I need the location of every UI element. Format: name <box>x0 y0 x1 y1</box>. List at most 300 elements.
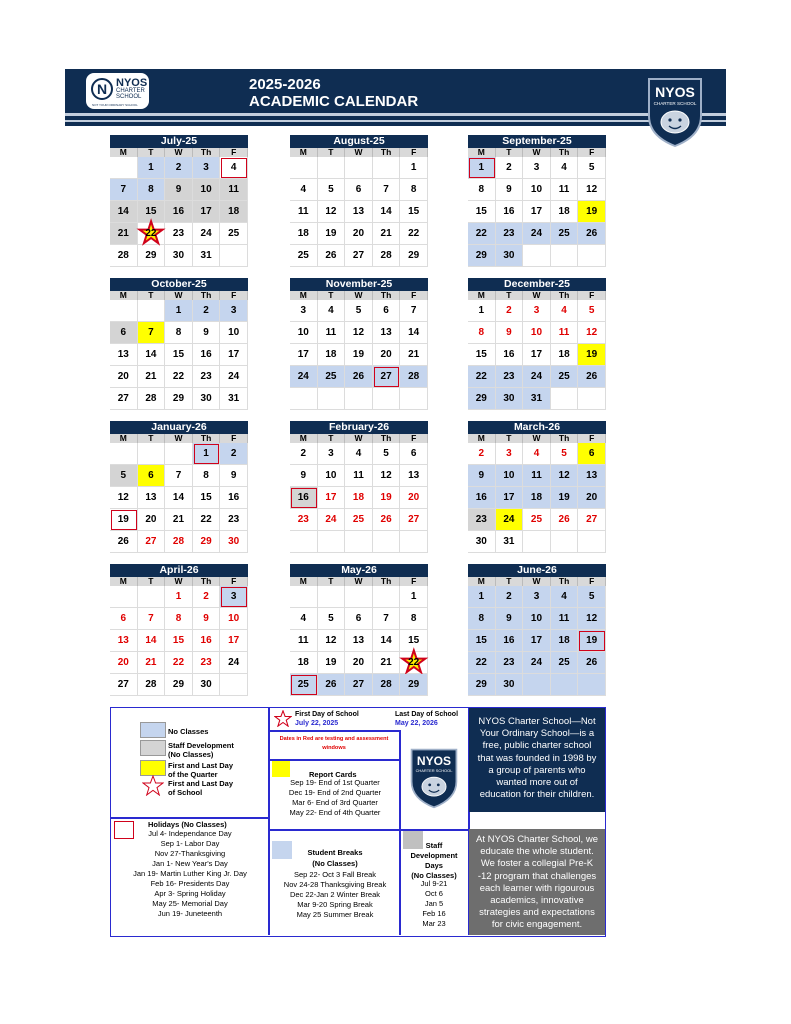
day-of-week-label: T <box>318 291 346 300</box>
week-row <box>468 245 606 267</box>
day-number: 8 <box>410 613 417 624</box>
day-cell <box>578 388 606 410</box>
day-number: 26 <box>117 536 129 547</box>
staff-dev-date-item: Feb 16 <box>422 909 446 918</box>
day-number: 30 <box>503 393 515 404</box>
day-cell <box>468 586 496 608</box>
day-cell <box>400 300 428 322</box>
day-of-week-label: T <box>318 148 346 157</box>
nyos-shield-logo <box>646 76 704 148</box>
day-number: 1 <box>175 305 182 316</box>
day-number: 6 <box>355 613 362 624</box>
month-calendar <box>290 135 428 267</box>
day-cell <box>551 674 579 696</box>
day-cell <box>578 223 606 245</box>
day-number: 15 <box>475 206 487 217</box>
day-cell <box>290 344 318 366</box>
holiday-item: May 25- Memorial Day <box>152 899 228 908</box>
day-number: 26 <box>586 228 598 239</box>
day-cell <box>468 366 496 388</box>
day-number: 19 <box>586 635 598 646</box>
day-number: 7 <box>383 613 389 624</box>
week-row <box>290 652 428 674</box>
day-number: 23 <box>503 228 515 239</box>
day-cell <box>523 322 551 344</box>
day-number: 4 <box>561 591 567 602</box>
day-number: 20 <box>145 514 157 525</box>
day-cell <box>578 674 606 696</box>
month-calendar <box>110 278 248 410</box>
day-cell <box>318 300 346 322</box>
day-cell <box>110 443 138 465</box>
day-of-week-label: T <box>496 291 524 300</box>
day-cell <box>138 674 166 696</box>
day-cell <box>551 487 579 509</box>
day-cell <box>193 388 221 410</box>
day-cell <box>193 674 221 696</box>
day-cell <box>345 245 373 267</box>
day-number: 8 <box>203 470 209 481</box>
week-row <box>468 322 606 344</box>
day-number: 29 <box>475 250 487 261</box>
week-row <box>468 300 606 322</box>
day-cell <box>373 630 401 652</box>
day-number: 20 <box>408 492 420 503</box>
day-number: 10 <box>228 613 240 624</box>
day-number: 19 <box>558 492 570 503</box>
day-cell <box>551 223 579 245</box>
day-number: 13 <box>117 635 129 646</box>
day-cell <box>551 366 579 388</box>
day-cell <box>193 300 221 322</box>
month-calendar <box>110 564 248 696</box>
staff-dev-days-title-line: Development <box>410 851 458 860</box>
break-item: May 25 Summer Break <box>296 910 374 919</box>
day-number: 3 <box>533 305 540 316</box>
day-number: 10 <box>530 613 543 624</box>
day-number: 26 <box>586 657 598 668</box>
shield-brand: NYOS <box>416 754 452 769</box>
week-row <box>468 223 606 245</box>
day-number: 29 <box>408 250 420 261</box>
day-cell <box>193 157 221 179</box>
day-number: 5 <box>355 305 362 316</box>
day-cell <box>220 630 248 652</box>
month-title: January-26 <box>110 421 248 434</box>
day-number: 2 <box>203 305 209 316</box>
day-cell <box>523 366 551 388</box>
holiday-item: Jun 19- Juneteenth <box>157 909 223 918</box>
day-cell <box>345 157 373 179</box>
week-row <box>290 245 428 267</box>
day-number: 4 <box>300 613 307 624</box>
week-row <box>468 608 606 630</box>
day-of-week-row <box>110 577 248 586</box>
day-cell <box>496 443 524 465</box>
report-card-swatch <box>272 761 290 777</box>
day-number: 2 <box>506 305 512 316</box>
day-cell <box>165 652 193 674</box>
day-cell <box>165 608 193 630</box>
legend-divider <box>268 730 399 732</box>
week-row <box>110 487 248 509</box>
day-cell <box>496 608 524 630</box>
day-cell <box>110 245 138 267</box>
day-cell <box>551 630 579 652</box>
day-cell <box>110 179 138 201</box>
day-of-week-label: T <box>318 577 346 586</box>
day-of-week-label: Th <box>373 434 401 443</box>
day-cell <box>400 652 428 674</box>
day-cell <box>496 223 524 245</box>
day-cell <box>400 322 428 344</box>
day-number: 18 <box>297 657 309 668</box>
day-cell <box>165 531 193 553</box>
day-number: 5 <box>588 305 595 316</box>
day-cell <box>220 674 248 696</box>
day-number: 2 <box>203 591 209 602</box>
day-cell <box>318 344 346 366</box>
day-cell <box>578 245 606 267</box>
day-of-week-label: W <box>165 148 193 157</box>
day-cell <box>165 674 193 696</box>
day-cell <box>220 509 248 531</box>
week-row <box>110 531 248 553</box>
day-cell <box>551 300 579 322</box>
day-cell <box>496 388 524 410</box>
day-of-week-label: M <box>110 577 138 586</box>
day-cell <box>468 487 496 509</box>
day-cell <box>318 531 346 553</box>
day-cell <box>551 245 579 267</box>
day-cell <box>220 586 248 608</box>
day-number: 27 <box>586 514 598 525</box>
day-number: 3 <box>230 591 237 602</box>
day-cell <box>318 322 346 344</box>
day-of-week-label: F <box>400 148 428 157</box>
day-number: 12 <box>558 470 570 481</box>
first-day-date: July 22, 2025 <box>295 720 339 727</box>
month-title: April-26 <box>110 564 248 577</box>
day-cell <box>345 388 373 410</box>
day-number: 18 <box>325 349 337 360</box>
day-cell <box>496 586 524 608</box>
day-cell <box>578 300 606 322</box>
day-of-week-label: T <box>138 434 166 443</box>
day-number: 1 <box>175 591 182 602</box>
day-number: 5 <box>383 448 389 459</box>
day-number: 5 <box>588 162 595 173</box>
day-cell <box>290 201 318 223</box>
day-number: 1 <box>478 305 485 316</box>
day-of-week-label: T <box>496 434 524 443</box>
day-number: 14 <box>408 327 420 338</box>
day-number: 11 <box>558 327 570 338</box>
day-number: 4 <box>533 448 540 459</box>
day-cell <box>110 608 138 630</box>
day-cell <box>193 608 221 630</box>
day-of-week-label: W <box>523 577 551 586</box>
day-cell <box>468 674 496 696</box>
staff-dev-label: Staff Development (No Classes) <box>168 741 234 759</box>
day-number: 7 <box>148 613 154 624</box>
day-cell <box>138 300 166 322</box>
day-cell <box>523 509 551 531</box>
day-cell <box>318 245 346 267</box>
staff-dev-date-item: Jul 9-21 <box>420 879 448 888</box>
day-number: 12 <box>117 492 129 503</box>
day-cell <box>523 586 551 608</box>
day-number: 25 <box>558 228 570 239</box>
day-cell <box>290 674 318 696</box>
day-cell <box>400 443 428 465</box>
day-number: 15 <box>145 206 157 217</box>
day-cell <box>551 531 579 553</box>
day-cell <box>110 300 138 322</box>
day-cell <box>400 608 428 630</box>
week-row <box>290 344 428 366</box>
month-calendar <box>468 135 606 267</box>
day-number: 19 <box>352 349 365 360</box>
day-of-week-label: F <box>220 577 248 586</box>
day-number: 4 <box>561 305 567 316</box>
day-of-week-label: F <box>578 148 606 157</box>
day-number: 18 <box>558 206 570 217</box>
day-cell <box>373 322 401 344</box>
day-number: 28 <box>117 250 129 261</box>
day-number: 1 <box>478 162 485 173</box>
week-row <box>110 344 248 366</box>
day-number: 30 <box>503 250 515 261</box>
day-cell <box>400 223 428 245</box>
day-cell <box>290 608 318 630</box>
day-of-week-label: W <box>165 434 193 443</box>
holiday-item: Apr 3- Spring Holiday <box>154 889 226 898</box>
week-row <box>290 179 428 201</box>
day-number: 26 <box>558 514 570 525</box>
day-cell <box>165 300 193 322</box>
day-number: 10 <box>228 327 240 338</box>
shield-brand: NYOS <box>655 84 695 100</box>
day-cell <box>373 465 401 487</box>
day-of-week-label: M <box>468 291 496 300</box>
day-of-week-label: M <box>110 291 138 300</box>
day-cell <box>290 652 318 674</box>
day-number: 9 <box>506 613 512 624</box>
day-cell <box>496 344 524 366</box>
day-number: 3 <box>300 305 307 316</box>
day-cell <box>578 465 606 487</box>
day-cell <box>496 509 524 531</box>
day-number: 21 <box>145 371 157 382</box>
day-number: 28 <box>145 679 157 690</box>
day-number: 11 <box>325 327 337 338</box>
day-number: 10 <box>530 184 543 195</box>
day-of-week-label: M <box>110 148 138 157</box>
week-row <box>468 344 606 366</box>
day-cell <box>345 487 373 509</box>
day-cell <box>400 674 428 696</box>
week-row <box>290 388 428 410</box>
day-of-week-label: Th <box>193 291 221 300</box>
day-cell <box>165 487 193 509</box>
day-cell <box>578 443 606 465</box>
day-cell <box>138 608 166 630</box>
day-cell <box>110 388 138 410</box>
day-number: 16 <box>228 492 240 503</box>
day-number: 23 <box>475 514 487 525</box>
day-of-week-label: W <box>165 291 193 300</box>
holiday-item: Jul 4- Independance Day <box>148 829 232 838</box>
day-cell <box>220 223 248 245</box>
day-number: 10 <box>503 470 515 481</box>
day-number: 22 <box>475 228 487 239</box>
day-cell <box>193 245 221 267</box>
day-number: 16 <box>200 635 212 646</box>
week-row <box>110 157 248 179</box>
day-cell <box>551 201 579 223</box>
day-of-week-label: T <box>496 148 524 157</box>
day-cell <box>318 157 346 179</box>
day-cell <box>138 245 166 267</box>
day-number: 17 <box>297 349 309 360</box>
day-number: 17 <box>325 492 337 503</box>
day-cell <box>468 223 496 245</box>
day-number: 29 <box>172 393 185 404</box>
day-cell <box>468 179 496 201</box>
day-cell <box>290 531 318 553</box>
day-cell <box>138 443 166 465</box>
day-number: 27 <box>117 393 129 404</box>
day-number: 27 <box>408 514 420 525</box>
day-number: 21 <box>145 657 157 668</box>
day-cell <box>345 223 373 245</box>
month-calendar <box>110 135 248 267</box>
day-of-week-label: M <box>110 434 138 443</box>
day-number: 4 <box>230 162 237 173</box>
day-number: 16 <box>172 206 185 217</box>
day-number: 23 <box>172 228 185 239</box>
day-cell <box>345 465 373 487</box>
day-cell <box>165 322 193 344</box>
day-number: 24 <box>530 657 543 668</box>
logo-tagline: NOT YOUR ORDINARY SCHOOL <box>92 103 138 107</box>
month-title: August-25 <box>290 135 428 148</box>
day-of-week-row <box>468 434 606 443</box>
day-cell <box>468 388 496 410</box>
day-number: 14 <box>380 206 392 217</box>
day-of-week-label: Th <box>373 291 401 300</box>
staff-dev-days-title-line: Staff <box>425 841 443 850</box>
day-cell <box>551 157 579 179</box>
day-number: 14 <box>145 349 157 360</box>
day-number: 1 <box>410 591 417 602</box>
day-number: 10 <box>325 470 337 481</box>
day-number: 8 <box>410 184 417 195</box>
day-cell <box>165 366 193 388</box>
day-cell <box>110 630 138 652</box>
day-number: 18 <box>228 206 240 217</box>
week-row <box>468 509 606 531</box>
mission-panel: At NYOS Charter School, we educate the whole student. We foster a collegial Pre-K -12 program that challenges each learner with rigourous academics, innovative strategies and expectations for civic engagement. <box>469 829 605 935</box>
day-cell <box>523 344 551 366</box>
day-number: 25 <box>325 371 337 382</box>
week-row <box>468 366 606 388</box>
day-cell <box>193 531 221 553</box>
day-cell <box>496 245 524 267</box>
day-cell <box>290 509 318 531</box>
day-number: 19 <box>586 349 598 360</box>
day-cell <box>468 344 496 366</box>
week-row <box>110 322 248 344</box>
day-number: 7 <box>383 184 389 195</box>
day-number: 17 <box>530 349 543 360</box>
day-number: 2 <box>300 448 307 459</box>
testing-note: Dates in Red are testing and assessment windows <box>279 736 389 751</box>
day-number: 23 <box>503 657 515 668</box>
day-number: 10 <box>297 327 309 338</box>
day-of-week-label: F <box>578 577 606 586</box>
last-day-date: May 22, 2026 <box>395 720 438 727</box>
day-cell <box>523 630 551 652</box>
day-number: 8 <box>175 613 182 624</box>
day-number: 9 <box>230 470 237 481</box>
day-number: 7 <box>410 305 417 316</box>
day-of-week-label: F <box>400 577 428 586</box>
day-number: 16 <box>297 492 309 503</box>
day-number: 27 <box>352 250 365 261</box>
day-cell <box>551 586 579 608</box>
day-cell <box>578 201 606 223</box>
day-cell <box>165 245 193 267</box>
day-of-week-label: M <box>290 577 318 586</box>
week-row <box>468 630 606 652</box>
day-number: 29 <box>408 679 420 690</box>
staff-dev-date-item: Jan 5 <box>424 899 444 908</box>
day-cell <box>110 322 138 344</box>
report-card-item: Mar 6- End of 3rd Quarter <box>292 798 378 807</box>
shield-sub: CHARTER SCHOOL <box>653 101 697 106</box>
day-of-week-label: M <box>290 434 318 443</box>
break-item: Dec 22-Jan 2 Winter Break <box>289 890 381 899</box>
day-number: 1 <box>148 162 154 173</box>
day-cell <box>165 465 193 487</box>
day-of-week-label: Th <box>551 291 579 300</box>
week-row <box>110 201 248 223</box>
day-number: 29 <box>475 679 487 690</box>
day-cell <box>523 443 551 465</box>
week-row <box>110 674 248 696</box>
day-number: 23 <box>200 371 212 382</box>
day-cell <box>220 531 248 553</box>
day-number: 13 <box>145 492 157 503</box>
day-cell <box>523 674 551 696</box>
day-of-week-row <box>110 434 248 443</box>
day-cell <box>110 366 138 388</box>
day-cell <box>110 344 138 366</box>
day-cell <box>345 366 373 388</box>
day-cell <box>290 465 318 487</box>
day-number: 18 <box>530 492 543 503</box>
month-title: June-26 <box>468 564 606 577</box>
day-of-week-label: F <box>578 291 606 300</box>
day-cell <box>578 652 606 674</box>
week-row <box>468 388 606 410</box>
day-of-week-label: W <box>345 577 373 586</box>
day-cell <box>496 630 524 652</box>
day-number: 31 <box>228 393 240 404</box>
day-cell <box>496 674 524 696</box>
